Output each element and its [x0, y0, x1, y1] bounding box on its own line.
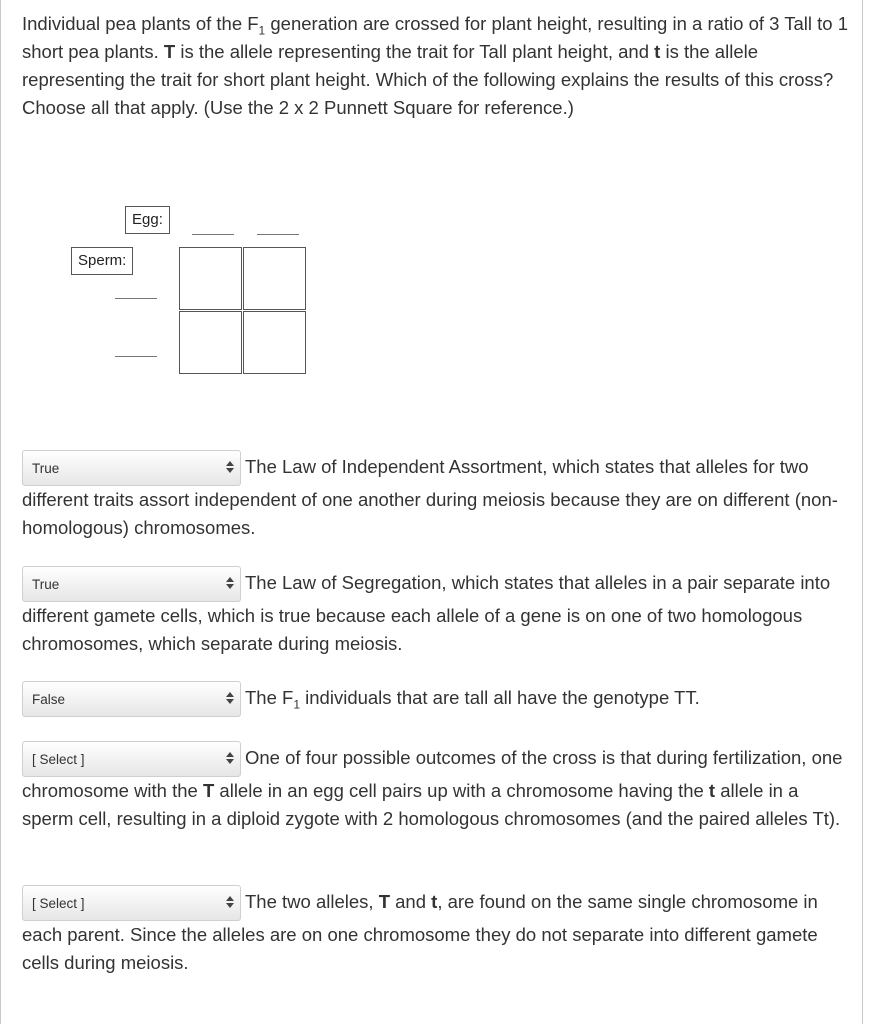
- question-text: Individual pea plants of the $F_1$ generation are crossed for plant height, resulting in a ratio of 3 Tall to 1 short pea plants. T is the allele representing the trait for Tall plant height, and t is the allele representing the trait for short plant height. Which of the following explains the results of this cross? Choose all that apply. (Use the 2 x 2 Punnett Square for reference.): [22, 13, 848, 118]
- egg-allele-blank-2: [257, 234, 299, 235]
- answer-text: The Law of Segregation, which states that alleles in a pair separate into different gamete cells, which is true because each allele of a gene is on one of two homologous chromosomes, which separate during meiosis.: [22, 571, 831, 654]
- answer-text: The two alleles, T and t, are found on the same single chromosome in each parent. Since the alleles are on one chromosome they do not separate into different gamete cells during meiosis.: [22, 890, 818, 973]
- answer-item: [22, 741, 852, 833]
- answer-item: [22, 566, 852, 658]
- egg-allele-blank-1: [192, 234, 234, 235]
- answer-text: The $F_1$ individuals that are tall all have the genotype TT.: [245, 686, 700, 712]
- sperm-allele-blank-2: [115, 356, 157, 357]
- answer-text: One of four possible outcomes of the cross is that during fertilization, one chromosome with the T allele in an egg cell pairs up with a chromosome having the t allele in a sperm cell, resulting in a diploid zygote with 2 homologous chromosomes (and the paired alleles Tt).: [22, 746, 843, 829]
- answer-select[interactable]: [22, 450, 241, 486]
- select-value: [ Select ]: [32, 752, 85, 767]
- select-arrows-icon: [226, 894, 234, 912]
- select-arrows-icon: [226, 750, 234, 768]
- select-value: True: [32, 577, 60, 592]
- punnett-cell: [243, 311, 306, 374]
- select-value: [ Select ]: [32, 896, 85, 911]
- sperm-allele-blank-1: [115, 298, 157, 299]
- select-arrows-icon: [226, 575, 234, 593]
- answer-select[interactable]: [22, 885, 241, 921]
- select-arrows-icon: [226, 690, 234, 708]
- punnett-cell: [179, 311, 242, 374]
- select-value: True: [32, 461, 60, 476]
- select-value: False: [32, 692, 66, 707]
- sperm-label: Sperm:: [71, 247, 133, 275]
- answer-select[interactable]: [22, 741, 241, 777]
- punnett-cell: [179, 247, 242, 310]
- answer-select[interactable]: [22, 566, 241, 602]
- punnett-cell: [243, 247, 306, 310]
- answer-item: [22, 450, 852, 542]
- answer-item: [22, 885, 852, 977]
- answer-text: The Law of Independent Assortment, which states that alleles for two different traits assort independent of one another during meiosis because they are on different (non-homologous) chromosomes.: [22, 455, 838, 538]
- answer-select[interactable]: [22, 681, 241, 717]
- select-arrows-icon: [226, 459, 234, 477]
- answer-item: [22, 681, 852, 717]
- egg-label: Egg:: [125, 206, 170, 234]
